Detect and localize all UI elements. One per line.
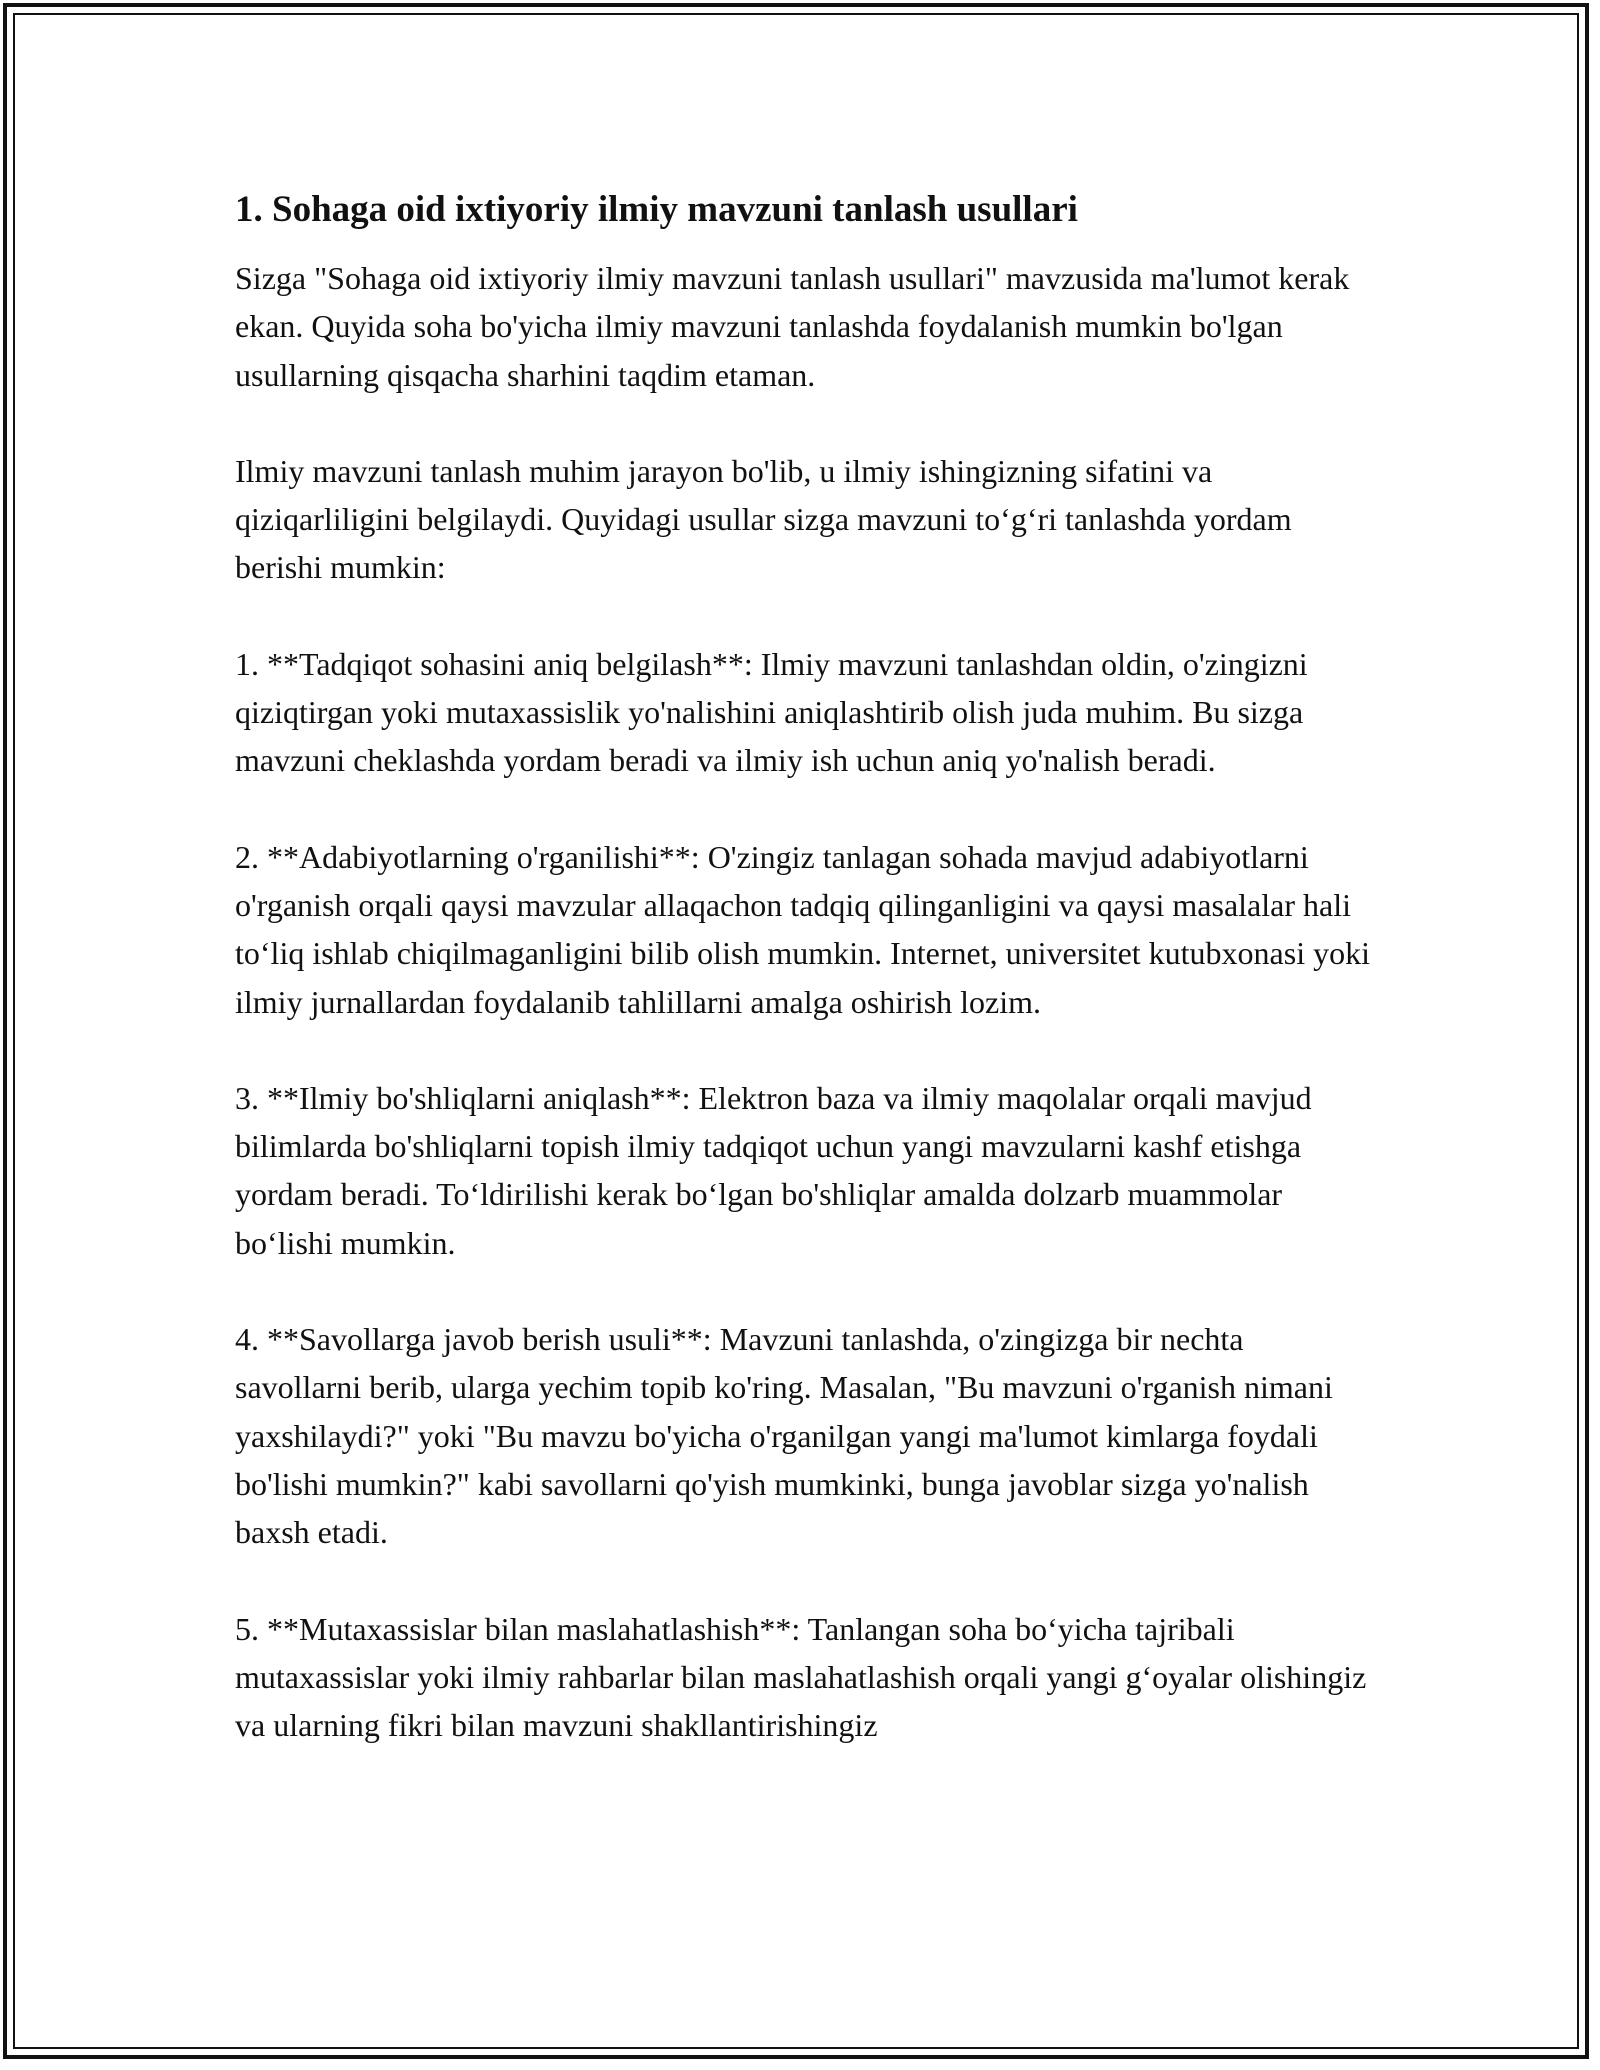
intro-paragraph: Sizga "Sohaga oid ixtiyoriy ilmiy mavzuni tanlash usullari" mavzusida ma'lumot kerak ekan. Quyida soha bo'yicha ilmiy mavzuni tanlashda foydalanish mumkin bo'lgan usullarning qisqacha sharhini taqdim etaman. <box>235 260 1350 393</box>
document-body <box>235 186 1375 1749</box>
method-1-paragraph: 1. **Tadqiqot sohasini aniq belgilash**: Ilmiy mavzuni tanlashdan oldin, o'zingizni qiziqtirgan yoki mutaxassislik yo'nalishini aniqlashtirib olish juda muhim. Bu sizga mavzuni cheklashda yordam beradi va ilmiy ish uchun aniq yo'nalish beradi. <box>235 645 1308 779</box>
importance-paragraph: Ilmiy mavzuni tanlash muhim jarayon bo'lib, u ilmiy ishingizning sifatini va qiziqarliligini belgilaydi. Quyidagi usullar sizga mavzuni to‘g‘ri tanlashda yordam berishi mumkin: <box>235 452 1292 586</box>
method-4-paragraph: 4. **Savollarga javob berish usuli**: Mavzuni tanlashda, o'zingizga bir nechta savollarni berib, ularga yechim topib ko'ring. Masalan, "Bu mavzuni o'rganish nimani yaxshilaydi?" yoki "Bu mavzu bo'yicha o'rganilgan yangi ma'lumot kimlarga foydali bo'lishi mumkin?" kabi savollarni qo'yish mumkinki, bunga javoblar sizga yo'nalish baxsh etadi. <box>235 1321 1333 1551</box>
document-title: 1. Sohaga oid ixtiyoriy ilmiy mavzuni tanlash usullari <box>235 189 1078 230</box>
method-5-paragraph: 5. **Mutaxassislar bilan maslahatlashish**: Tanlangan soha bo‘yicha tajribali mutaxassislar yoki ilmiy rahbarlar bilan maslahatlashish orqali yangi g‘oyalar olishingiz va ularning fikri bilan mavzuni shakllantirishingiz <box>235 1610 1367 1744</box>
method-3-paragraph: 3. **Ilmiy bo'shliqlarni aniqlash**: Elektron baza va ilmiy maqolalar orqali mavjud bilimlarda bo'shliqlarni topish ilmiy tadqiqot uchun yangi mavzularni kashf etishga yordam beradi. To‘ldirilishi kerak bo‘lgan bo'shliqlar amalda dolzarb muammolar bo‘lishi mumkin. <box>235 1079 1312 1261</box>
method-2-paragraph: 2. **Adabiyotlarning o'rganilishi**: O'zingiz tanlagan sohada mavjud adabiyotlarni o'rganish orqali qaysi mavzular allaqachon tadqiq qilinganligini va qaysi masalalar hali to‘liq ishlab chiqilmaganligini bilib olish mumkin. Internet, universitet kutubxonasi yoki ilmiy jurnallardan foydalanib tahlillarni amalga oshirish lozim. <box>235 838 1370 1020</box>
